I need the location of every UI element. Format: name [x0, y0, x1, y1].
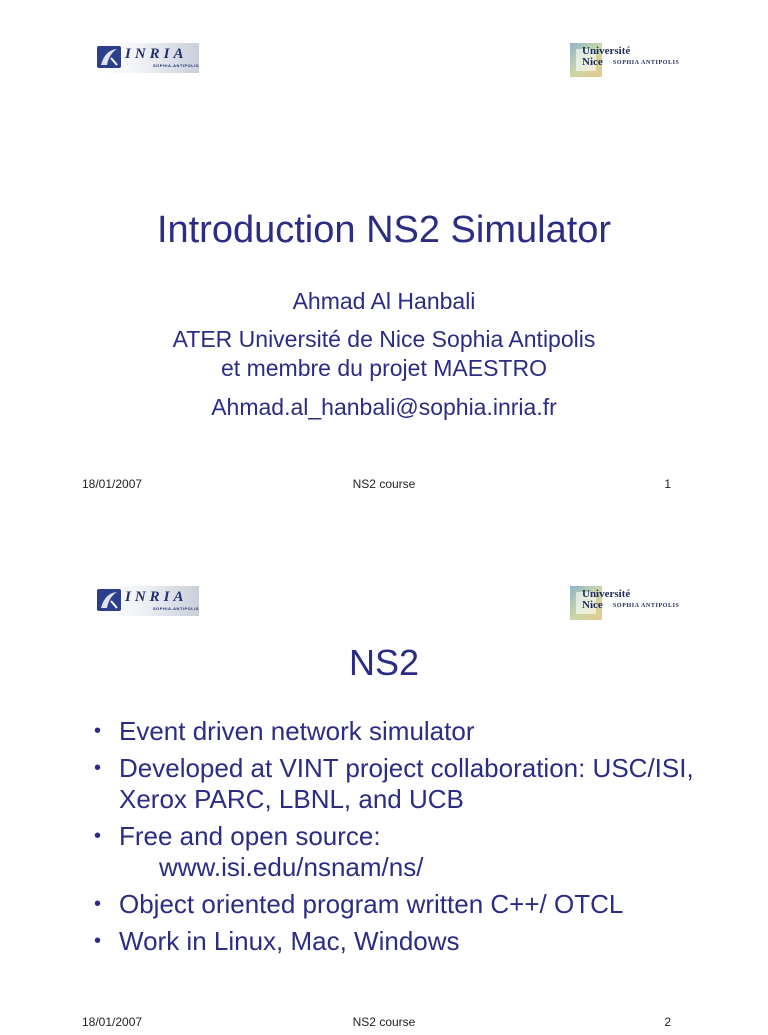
footer-course: NS2 course	[352, 477, 416, 491]
nice-wordmark-line1: Université	[582, 45, 631, 57]
slide-title: Introduction NS2 Simulator	[156, 209, 612, 251]
bullet-text: Developed at VINT project collaboration: USC/ISI, Xerox PARC, LBNL, and UCB	[119, 753, 694, 814]
bullet-item	[94, 821, 714, 883]
nice-wordmark-line1: Université	[582, 588, 631, 600]
inria-subtitle: SOPHIA-ANTIPOLIS	[153, 606, 199, 611]
bullet-item	[94, 753, 714, 815]
footer-date: 18/01/2007	[82, 1015, 143, 1029]
bullet-icon: •	[94, 825, 102, 847]
author-name: Ahmad Al Hanbali	[292, 288, 476, 314]
bullet-item	[94, 926, 714, 957]
inria-logo	[95, 43, 199, 73]
bullet-item	[94, 889, 714, 920]
ns2-url-link[interactable]: www.isi.edu/nsnam/ns/	[159, 852, 424, 882]
affiliation-line-2: et membre du projet MAESTRO	[221, 355, 547, 381]
footer-page-number: 1	[664, 477, 671, 491]
universite-nice-logo	[570, 43, 682, 77]
footer-date: 18/01/2007	[82, 477, 143, 491]
inria-emblem-icon	[97, 589, 121, 611]
nice-wordmark-line2: Nice	[582, 56, 603, 68]
bullet-icon: •	[94, 757, 102, 779]
footer-course: NS2 course	[352, 1015, 416, 1029]
nice-wordmark-line2: Nice	[582, 599, 603, 611]
bullet-text: Object oriented program written C++/ OTCL	[119, 889, 624, 919]
nice-subtitle: SOPHIA ANTIPOLIS	[613, 603, 680, 609]
bullet-icon: •	[94, 930, 102, 952]
slide-title: NS2	[348, 642, 420, 683]
author-email: Ahmad.al_hanbali@sophia.inria.fr	[211, 394, 557, 420]
slide-footer	[0, 477, 768, 497]
slide-1	[0, 0, 768, 512]
bullet-text: Event driven network simulator	[119, 716, 475, 746]
bullet-icon: •	[94, 893, 102, 915]
affiliation-line-1: ATER Université de Nice Sophia Antipolis	[172, 326, 596, 352]
bullet-item	[94, 716, 714, 747]
slide-footer	[0, 1015, 768, 1035]
bullet-list	[94, 716, 714, 963]
inria-subtitle: SOPHIA-ANTIPOLIS	[153, 63, 199, 68]
bullet-text: Work in Linux, Mac, Windows	[119, 926, 460, 956]
inria-wordmark: INRIA	[125, 46, 188, 62]
footer-page-number: 2	[664, 1015, 671, 1029]
universite-nice-logo	[570, 586, 682, 620]
inria-logo	[95, 586, 199, 616]
inria-wordmark: INRIA	[125, 589, 188, 605]
slide-2	[0, 512, 768, 1029]
bullet-text: Free and open source:	[119, 821, 381, 851]
inria-emblem-icon	[97, 46, 121, 68]
nice-subtitle: SOPHIA ANTIPOLIS	[613, 60, 680, 66]
bullet-icon: •	[94, 720, 102, 742]
